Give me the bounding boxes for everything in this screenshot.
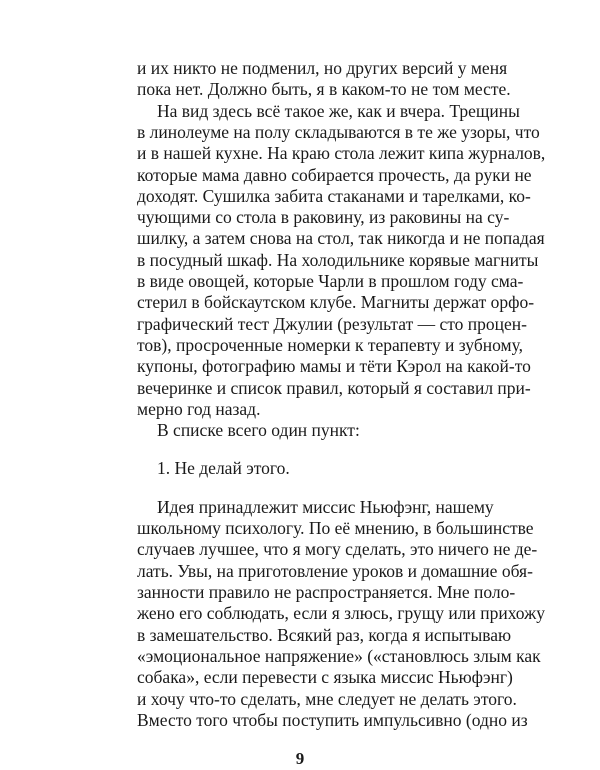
text-line: занности правило не распространяется. Мне поло- xyxy=(137,582,516,602)
text-line: купоны, фотографию мамы и тёти Кэрол на какой-то xyxy=(137,356,531,377)
text-line: Вместо того чтобы поступить импульсивно (одно из xyxy=(137,709,528,730)
text-line: в замешательство. Всякий раз, когда я испытываю xyxy=(137,624,512,645)
list-item: 1. Не делай этого. xyxy=(157,458,290,479)
text-line: в виде овощей, которые Чарли в прошлом году сма- xyxy=(137,271,524,291)
text-line: которые мама давно собирается прочесть, да руки не xyxy=(137,164,532,185)
text-line: вечеринке и список правил, который я составил при- xyxy=(137,377,531,398)
text-line: чующими со стола в раковину, из раковины на су- xyxy=(137,207,510,228)
text-line: лать. Увы, на приготовление уроков и домашние обя- xyxy=(137,560,533,581)
text-line: школьному психологу. По её мнению, в большинстве xyxy=(137,518,534,539)
text-line: доходят. Сушилка забита стаканами и тарелками, ко- xyxy=(137,185,531,206)
text-line: В списке всего один пункт: xyxy=(157,420,360,441)
text-line: графический тест Джулии (результат — сто процен- xyxy=(137,313,527,334)
text-line: и их никто не подменил, но других версий у меня xyxy=(137,58,508,78)
text-line: На вид здесь всё такое же, как и вчера. Трещины xyxy=(157,100,520,121)
text-line: в линолеуме на полу складываются в те же узоры, что xyxy=(137,121,540,142)
text-line: стерил в бойскаутском клубе. Магниты держат орфо- xyxy=(137,292,535,313)
text-line: «эмоциональное напряжение» («становлюсь злым как xyxy=(137,645,541,666)
text-line: жено его соблюдать, если я злюсь, грущу или прихожу xyxy=(137,603,545,624)
text-line: тов), просроченные номерки к терапевту и зубному, xyxy=(137,334,523,355)
text-line: пока нет. Должно быть, я в каком-то не том месте. xyxy=(137,79,511,100)
text-line: в посудный шкаф. На холодильнике корявые магниты xyxy=(137,249,539,270)
text-line: шилку, а затем снова на стол, так никогда и не попадая xyxy=(137,228,545,249)
text-line: Идея принадлежит миссис Ньюфэнг, нашему xyxy=(157,496,494,517)
page-number: 9 xyxy=(295,749,305,769)
text-line: собака», если перевести с языка миссис Ньюфэнг) xyxy=(137,667,513,688)
text-line: мерно год назад. xyxy=(137,398,261,419)
text-line: случаев лучшее, что я могу сделать, это ничего не де- xyxy=(137,539,538,560)
text-line: и в нашей кухне. На краю стола лежит кипа журналов, xyxy=(137,143,546,164)
text-line: и хочу что-то сделать, мне следует не делать этого. xyxy=(137,688,517,709)
